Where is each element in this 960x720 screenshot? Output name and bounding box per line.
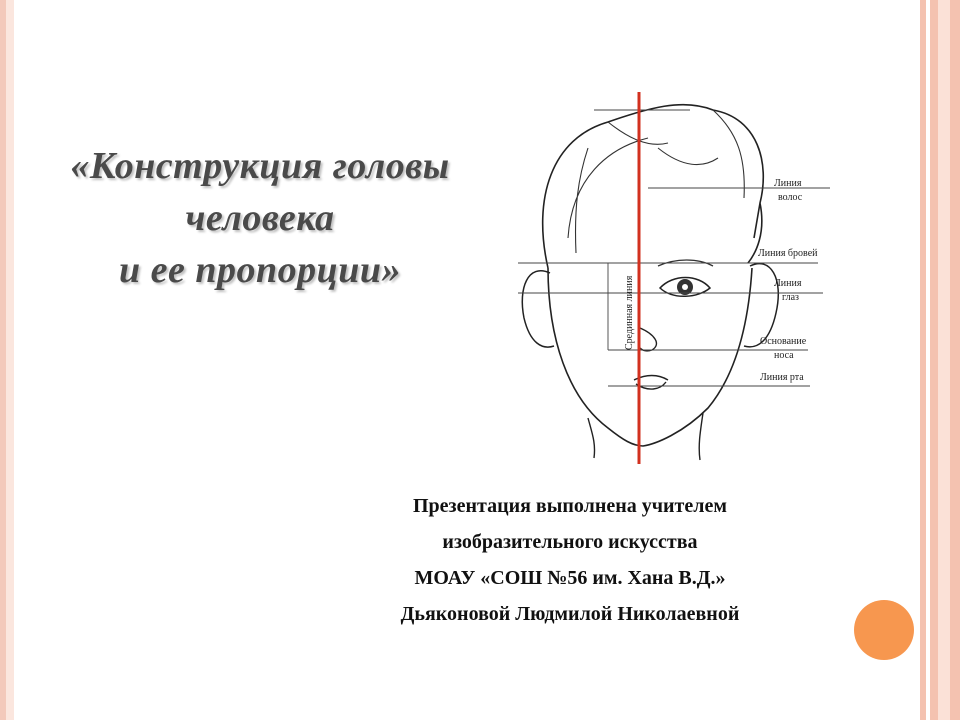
author-line-4: Дьяконовой Людмилой Николаевной [400, 603, 740, 625]
title-line-3: и ее пропорции» [118, 249, 402, 291]
neck [588, 413, 703, 460]
right-ear [744, 264, 778, 347]
eye-line-label-1: Линия [774, 278, 802, 289]
title-line-2: человека [185, 197, 335, 239]
hair-strands [568, 110, 744, 253]
author-credits [320, 488, 820, 632]
head-proportions-diagram [508, 88, 848, 468]
head-diagram-svg [508, 88, 848, 468]
midline-label: Срединная линия [624, 275, 635, 350]
author-line-3: МОАУ «СОШ №56 им. Хана В.Д.» [414, 567, 726, 589]
hair-line-label-1: Линия [774, 178, 802, 189]
title-line-1: «Конструкция головы [70, 145, 450, 187]
nose-base-label-1: Основание [760, 336, 807, 347]
decorative-circle [854, 600, 914, 660]
pupil [682, 284, 688, 290]
left-ear [522, 271, 554, 347]
slide-title [20, 140, 500, 296]
mouth-line-label: Линия рта [760, 372, 804, 383]
hair-line-label-2: волос [778, 192, 803, 203]
face-contour [548, 268, 752, 446]
brow-line-label: Линия бровей [758, 248, 818, 259]
eye-line-label-2: глаз [782, 292, 799, 303]
left-border-stripe [0, 0, 14, 720]
author-line-1: Презентация выполнена учителем [413, 495, 727, 517]
nose [640, 328, 656, 351]
author-line-2: изобразительного искусства [442, 531, 698, 553]
nose-base-label-2: носа [774, 350, 794, 361]
right-border-stripes [916, 0, 960, 720]
